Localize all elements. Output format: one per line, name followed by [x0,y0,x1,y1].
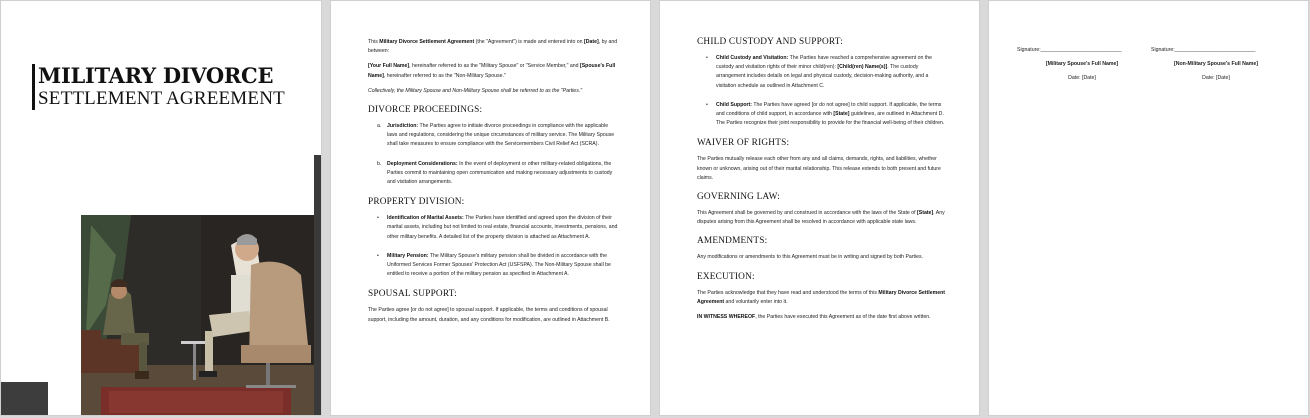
document-page-2 [330,0,651,416]
execution-paragraph: The Parties acknowledge that they have read and understood the terms of this Military Divorce Settlement Agreement and voluntarily enter into it. [697,289,945,305]
intro-paragraph: This Military Divorce Settlement Agreement (the "Agreement") is made and entered into on [Date], by and between: [368,39,618,55]
cover-photo [81,215,314,416]
execution-heading: EXECUTION: [697,271,755,282]
waiver-heading: WAIVER OF RIGHTS: [697,138,790,149]
signature-block-right [1151,47,1281,81]
cover-title-line1: MILITARY DIVORCE [38,63,274,88]
list-item: • Identification of Marital Assets: The Parties have identified and agreed upon the division of their marital assets, including but not limited to real estate, financial accounts, investments, pensions, and other military benefits. A detailed list of the property division is attached as Attachment A. [377,215,618,240]
property-list [368,214,618,279]
collective-paragraph: Collectively, the Military Spouse and Non-Military Spouse shall be referred to as the "Parties." [368,87,583,94]
document-page-3 [659,0,980,416]
signature-line: Signature:____________________________ [1151,47,1256,53]
cover-title-line2: SETTLEMENT AGREEMENT [38,88,285,109]
parties-paragraph: [Your Full Name], hereinafter referred to as the "Military Spouse" or "Service Member," and [Spouse's Full Name], hereinafter referred to as the "Non-Military Spouse." [368,63,616,79]
amendments-heading: AMENDMENTS: [697,236,768,247]
signature-date: Date: [Date] [1068,75,1096,81]
page2-content [368,38,618,331]
document-page-4 [988,0,1309,416]
list-item: a. Jurisdiction: The Parties agree to initiate divorce proceedings in compliance with the applicable laws and regulations, considering the unique circumstances of military service. The Military Spouse shall take measures to ensure compliance with the Servicemembers Civil Relief Act (SCRA). [377,123,615,148]
decorative-block [1,382,48,416]
cover-page [0,0,322,416]
list-item: • Child Custody and Visitation: The Parties have reached a comprehensive agreement on the custody and visitation rights of their minor child(ren): [Child(ren) Name(s)]. The custody arrangement includes details on legal and physical custody, decision-making authority, and a visitation schedule as outlined in Attachment C. [706,55,933,89]
governing-paragraph: This Agreement shall be governed by and construed in accordance with the laws of the State of [State]. Any disputes arising from this Agreement shall be resolved in accordance with applicable state laws. [697,210,945,226]
signature-block-left [1017,47,1147,81]
signature-date: Date: [Date] [1202,75,1230,81]
signer-name: [Non-Military Spouse's Full Name] [1174,61,1258,67]
witness-paragraph: IN WITNESS WHEREOF, the Parties have executed this Agreement as of the date first above written. [697,314,931,321]
governing-heading: GOVERNING LAW: [697,192,781,203]
amendments-paragraph: Any modifications or amendments to this Agreement must be in writing and signed by both Parties. [697,254,924,261]
signer-name: [Military Spouse's Full Name] [1045,61,1119,67]
page3-content [697,29,947,328]
list-item: • Child Support: The Parties have agreed [or do not agree] to child support. If applicable, the terms and conditions of child support, in accordance with [State] guidelines, are outlined in Attachment D. The Parties recognize their joint responsibility to provide for the financial well-being of their children. [706,101,945,127]
divorce-heading: DIVORCE PROCEEDINGS: [368,105,483,116]
waiver-paragraph: The Parties mutually release each other from any and all claims, demands, rights, and liabilities, whether known or unknown, arising out of their marital relationship. This release extends to both present and future claims. [697,156,941,181]
divorce-list [368,122,618,187]
custody-list [697,54,947,128]
list-item: • Military Pension: The Military Spouse's military pension shall be divided in accordance with the Uniformed Services Former Spouses' Protection Act (USFSPA). The Non-Military Spouse shall be entitled to receive a portion of the military pension as specified in Attachment A. [377,252,611,278]
spousal-heading: SPOUSAL SUPPORT: [368,289,457,300]
property-heading: PROPERTY DIVISION: [368,197,465,208]
spousal-paragraph: The Parties agree [or do not agree] to spousal support. If applicable, the terms and conditions of spousal support, including the amount, duration, and any conditions for modification, are outlined in Attachment B. [368,307,610,323]
cover-title [32,64,285,110]
custody-heading: CHILD CUSTODY AND SUPPORT: [697,37,843,47]
list-item: b. Deployment Considerations: In the event of deployment or other military-related obligations, the Parties commit to maintaining open communication and making necessary adjustments to custody and visitation arrangements. [377,160,613,186]
decorative-bar [314,155,322,416]
signature-line: Signature:____________________________ [1017,47,1122,53]
